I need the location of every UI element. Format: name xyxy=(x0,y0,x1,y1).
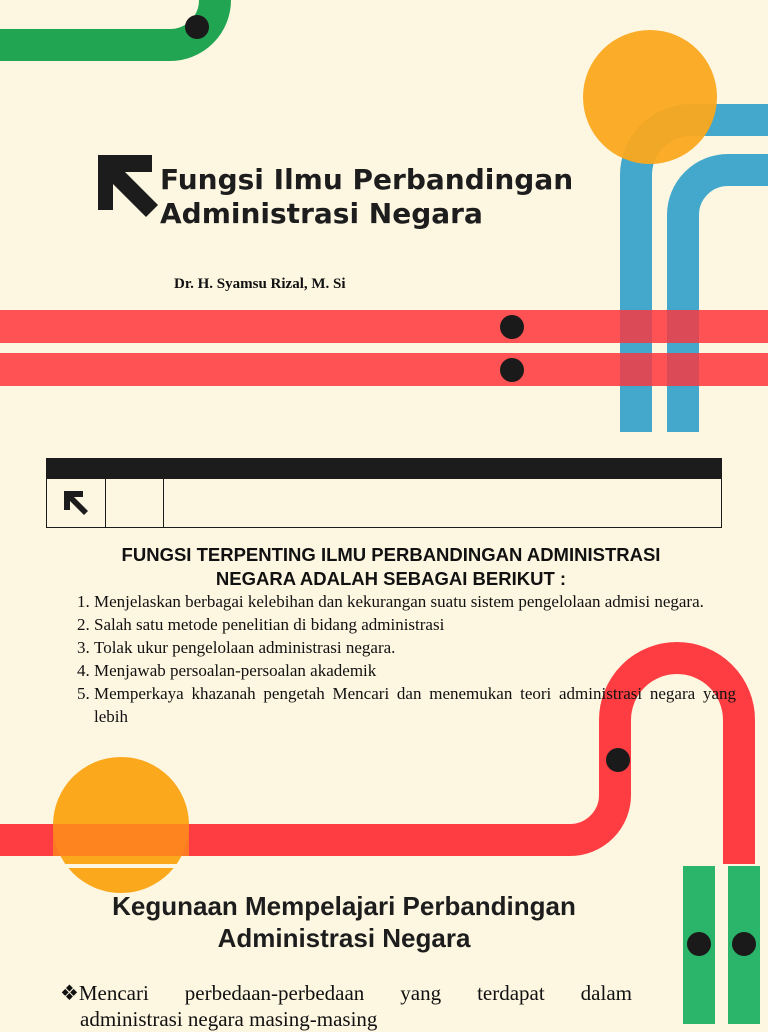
slide1-title-line2: Administrasi Negara xyxy=(160,197,483,230)
green-bar-dot-2 xyxy=(732,932,756,956)
list-item: 4. Menjawab persoalan-persoalan akademik xyxy=(94,659,736,682)
green-curve-dot xyxy=(185,15,209,39)
list-item: 3. Tolak ukur pengelolaan administrasi negara. xyxy=(94,636,736,659)
slide3-bullet xyxy=(60,980,632,1032)
list-item: 2. Salah satu metode penelitian di bidang administrasi xyxy=(94,613,736,636)
arrow-up-left-icon xyxy=(47,479,105,527)
slide2-header-table xyxy=(46,458,722,528)
bar-overlap-2 xyxy=(667,310,699,343)
slide1-title xyxy=(160,163,630,231)
bar-overlap-4 xyxy=(667,353,699,386)
slide2-function-list xyxy=(68,590,736,728)
red-bar-dot-2 xyxy=(500,358,524,382)
slide-separator xyxy=(0,864,768,868)
red-bar-dot-1 xyxy=(500,315,524,339)
slide2-heading xyxy=(60,543,722,591)
list-item: 1. Menjelaskan berbagai kelebihan dan kekurangan suatu sistem pengelolaan admisi negara. xyxy=(94,590,736,613)
slide3-heading-line1: Kegunaan Mempelajari Perbandingan xyxy=(112,891,576,921)
bullet-word: Mencari xyxy=(78,981,149,1005)
red-bar-1 xyxy=(0,310,768,343)
arrow-up-left-icon xyxy=(98,155,158,217)
orange-circle-top xyxy=(583,30,717,164)
bullet-line2: administrasi negara masing-masing xyxy=(80,1007,378,1031)
red-pipe-dot xyxy=(606,748,630,772)
bullet-word: terdapat xyxy=(477,981,545,1005)
bullet-word: yang xyxy=(400,981,442,1005)
slide2-heading-line1: FUNGSI TERPENTING ILMU PERBANDINGAN ADMINISTRASI xyxy=(121,544,661,565)
table-cell-empty xyxy=(105,479,164,527)
bar-overlap-1 xyxy=(620,310,652,343)
bar-overlap-3 xyxy=(620,353,652,386)
diamond-bullet-icon: ❖ xyxy=(60,981,79,1005)
table-cell-icon xyxy=(47,479,106,527)
slide3-heading-line2: Administrasi Negara xyxy=(217,923,471,953)
slide1-author: Dr. H. Syamsu Rizal, M. Si xyxy=(174,276,346,292)
list-item: 5. Memperkaya khazanah pengetah Mencari dan menemukan teori administrasi negara yang lebih xyxy=(94,682,736,728)
green-curve xyxy=(0,0,215,45)
table-header-band xyxy=(46,458,722,478)
table-row xyxy=(46,478,722,528)
slide1-title-line1: Fungsi Ilmu Perbandingan xyxy=(160,163,574,196)
circle-bar-overlap xyxy=(53,824,189,856)
slide3-heading xyxy=(40,890,648,954)
slide2-heading-line2: NEGARA ADALAH SEBAGAI BERIKUT : xyxy=(215,568,567,589)
bullet-word: dalam xyxy=(580,981,632,1005)
bullet-word: perbedaan-perbedaan xyxy=(184,981,365,1005)
blue-curve-inner xyxy=(683,170,768,432)
green-bar-dot-1 xyxy=(687,932,711,956)
red-bar-2 xyxy=(0,353,768,386)
